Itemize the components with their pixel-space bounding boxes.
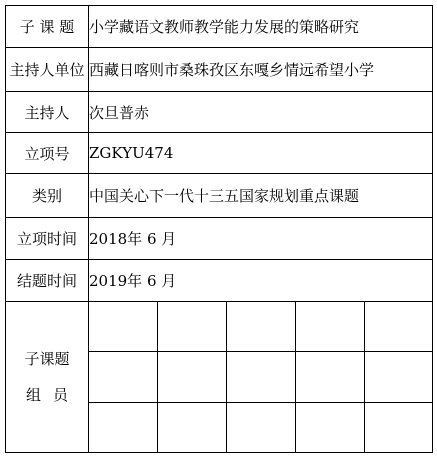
member-cell — [158, 402, 227, 452]
member-cell — [158, 302, 227, 352]
row-project-number — [6, 133, 433, 174]
project-number-label: 立项号 — [6, 133, 89, 174]
member-cell — [89, 352, 158, 402]
member-cell — [158, 352, 227, 402]
member-cell — [365, 352, 433, 402]
member-cell — [296, 402, 365, 452]
start-date-label: 立项时间 — [6, 218, 89, 260]
row-subtopic — [6, 6, 433, 48]
member-cell — [227, 352, 296, 402]
member-cell — [89, 402, 158, 452]
project-info-table — [5, 5, 433, 453]
member-cell — [365, 302, 433, 352]
row-members-1 — [6, 302, 433, 352]
row-host — [6, 92, 433, 133]
members-label-line1: 子课题 — [24, 350, 70, 368]
row-start-date — [6, 218, 433, 260]
start-date-value: 2018年 6 月 — [89, 218, 433, 260]
end-date-value: 2019年 6 月 — [89, 260, 433, 302]
member-cell — [296, 352, 365, 402]
category-value: 中国关心下一代十三五国家规划重点课题 — [89, 174, 433, 218]
members-label — [6, 302, 89, 453]
member-cell — [227, 302, 296, 352]
row-end-date — [6, 260, 433, 302]
host-value: 次旦普赤 — [89, 92, 433, 133]
end-date-label: 结题时间 — [6, 260, 89, 302]
row-category — [6, 174, 433, 218]
category-label: 类别 — [6, 174, 89, 218]
project-number-value: ZGKYU474 — [89, 133, 433, 174]
host-unit-label: 主持人单位 — [6, 48, 89, 92]
host-label: 主持人 — [6, 92, 89, 133]
host-unit-value: 西藏日喀则市桑珠孜区东嘎乡情远希望小学 — [89, 48, 433, 92]
subtopic-label: 子 课 题 — [6, 6, 89, 48]
member-cell — [89, 302, 158, 352]
subtopic-value: 小学藏语文教师教学能力发展的策略研究 — [89, 6, 433, 48]
row-host-unit — [6, 48, 433, 92]
members-label-line2: 组员 — [25, 386, 80, 404]
member-cell — [227, 402, 296, 452]
member-cell — [296, 302, 365, 352]
member-cell — [365, 402, 433, 452]
